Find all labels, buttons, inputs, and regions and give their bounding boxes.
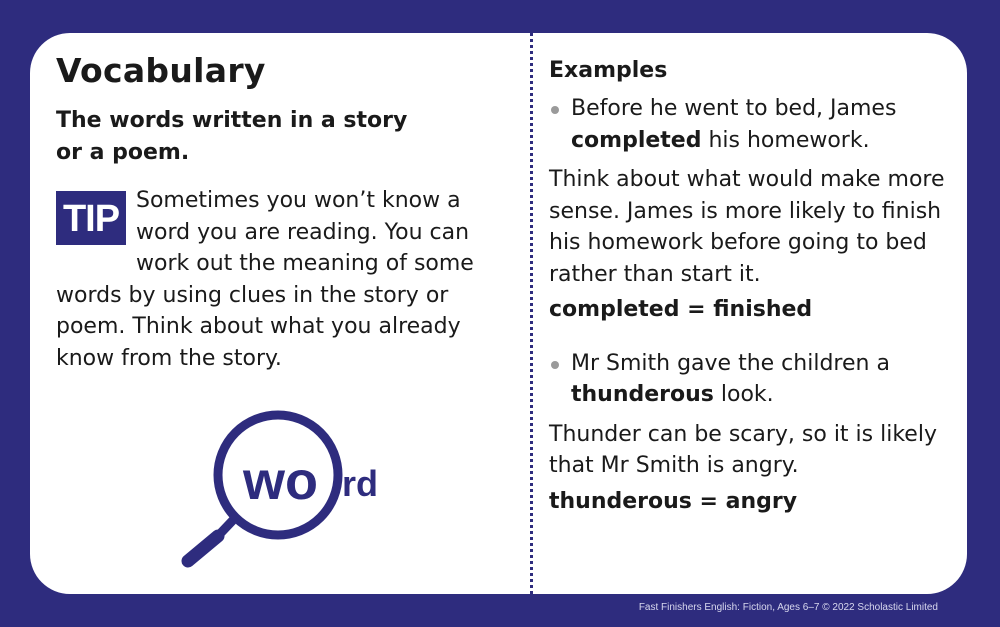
- bullet-icon: [551, 106, 559, 114]
- example-explanation: Thunder can be scary, so it is likely that Mr Smith is angry.: [549, 421, 937, 478]
- magnifying-glass-icon: [180, 398, 390, 568]
- example-keyword: completed: [571, 127, 702, 153]
- tip-block: [56, 185, 511, 374]
- example-item: [549, 93, 949, 156]
- definition-text: The words written in a story or a poem.: [56, 108, 408, 165]
- bullet-icon: [551, 361, 559, 369]
- word-in-lens: wo: [243, 451, 318, 511]
- copyright-footer: Fast Finishers English: Fiction, Ages 6–7 © 2022 Scholastic Limited: [638, 602, 938, 613]
- example-explanation: Think about what would make more sense. James is more likely to finish his homework before going to bed rather than start it.: [549, 167, 945, 287]
- card-title: Vocabulary: [56, 51, 266, 90]
- example-equation: completed = finished: [549, 297, 813, 322]
- example-keyword: thunderous: [571, 382, 714, 407]
- definition-panel: [56, 51, 511, 374]
- dotted-divider: [530, 33, 533, 594]
- tip-text: Sometimes you won’t know a word you are reading. You can work out the meaning of some words by using clues in the story or poem. Think about what you already know from the story.: [56, 188, 474, 371]
- example-sentence-start: Before he went to bed, James: [571, 96, 897, 121]
- examples-heading: Examples: [549, 58, 668, 83]
- word-rest: rd: [342, 463, 378, 504]
- vocabulary-card: [30, 33, 967, 594]
- tip-badge: TIP: [56, 191, 126, 245]
- example-sentence-end: his homework.: [701, 127, 870, 153]
- example-sentence-end: look.: [713, 382, 774, 407]
- examples-panel: [549, 55, 949, 517]
- example-sentence-start: Mr Smith gave the children a: [571, 350, 890, 376]
- example-item: [549, 348, 949, 411]
- example-equation: thunderous = angry: [549, 488, 798, 514]
